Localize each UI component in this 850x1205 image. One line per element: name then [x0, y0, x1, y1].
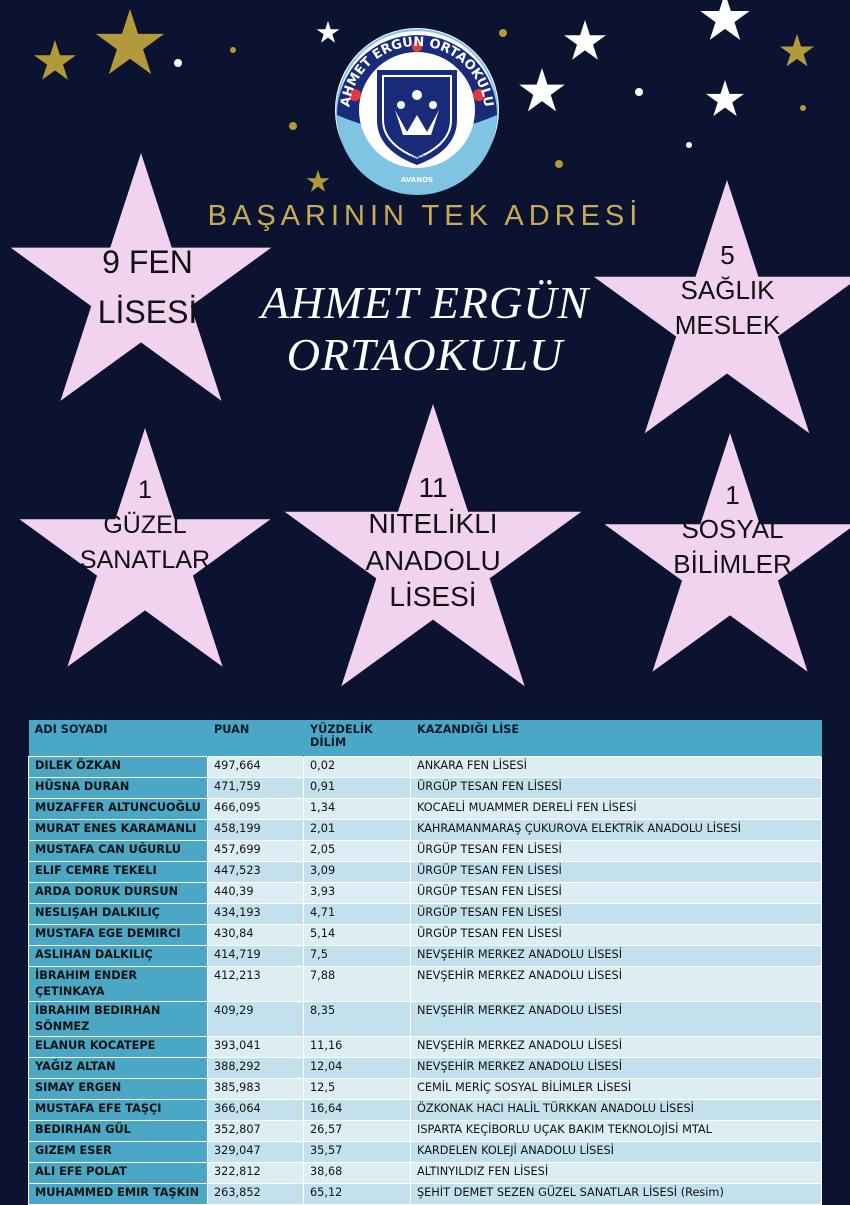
stat-line: BİLİMLER [673, 548, 792, 579]
student-name: ARDA DORUK DURSUN [29, 883, 208, 904]
student-score: 414,719 [208, 946, 304, 967]
student-name: MUSTAFA EFE TAŞÇI [29, 1100, 208, 1121]
student-name: MUHAMMED EMIR TAŞKIN [29, 1184, 208, 1205]
gold-star-icon [307, 170, 330, 192]
student-score: 393,041 [208, 1037, 304, 1058]
school-title-line2: ORTAOKULU [286, 329, 564, 380]
student-score: 412,213 [208, 967, 304, 1002]
table-row [29, 1100, 822, 1121]
table-row [29, 1142, 822, 1163]
stat-line: LİSESİ [389, 581, 477, 613]
student-school: NEVŞEHİR MERKEZ ANADOLU LİSESİ [411, 1037, 822, 1058]
table-row [29, 1058, 822, 1079]
student-name: MUSTAFA CAN UĞURLU [29, 841, 208, 862]
student-name: NESLIŞAH DALKILIÇ [29, 904, 208, 925]
student-school: ÜRGÜP TESAN FEN LİSESİ [411, 904, 822, 925]
stat-line: GÜZEL [103, 511, 187, 539]
student-percentile: 3,09 [304, 862, 411, 883]
student-school: KOCAELİ MUAMMER DERELİ FEN LİSESİ [411, 799, 822, 820]
student-score: 471,759 [208, 778, 304, 799]
stat-line: 5 [720, 240, 735, 270]
school-title-line1: AHMET ERGÜN [260, 277, 590, 328]
student-name: ASLIHAN DALKILIÇ [29, 946, 208, 967]
student-name: ELANUR KOCATEPE [29, 1037, 208, 1058]
student-percentile: 12,04 [304, 1058, 411, 1079]
stat-saglik [650, 238, 805, 343]
student-percentile: 38,68 [304, 1163, 411, 1184]
student-percentile: 26,57 [304, 1121, 411, 1142]
student-percentile: 35,57 [304, 1142, 411, 1163]
white-star-icon [706, 80, 744, 116]
stat-line: SAĞLIK [680, 275, 775, 306]
student-name: MURAT ENES KARAMANLI [29, 820, 208, 841]
table-body [29, 757, 822, 1205]
student-school: ALTINYILDIZ FEN LİSESİ [411, 1163, 822, 1184]
student-score: 458,199 [208, 820, 304, 841]
stat-line: SANATLAR [79, 546, 211, 574]
student-school: ÜRGÜP TESAN FEN LİSESİ [411, 862, 822, 883]
white-star-icon [564, 20, 606, 60]
stat-line: MESLEK [674, 310, 781, 341]
tagline: BAŞARININ TEK ADRESİ [207, 200, 643, 232]
header-score: PUAN [208, 720, 304, 757]
student-percentile: 2,05 [304, 841, 411, 862]
student-score: 263,852 [208, 1184, 304, 1205]
student-percentile: 5,14 [304, 925, 411, 946]
student-name: ELIF CEMRE TEKELI [29, 862, 208, 883]
student-name: İBRAHIM BEDIRHAN SÖNMEZ [29, 1002, 208, 1037]
white-star-icon [519, 68, 565, 111]
student-school: NEVŞEHİR MERKEZ ANADOLU LİSESİ [411, 1002, 822, 1037]
table-header-row [29, 720, 822, 757]
student-score: 329,047 [208, 1142, 304, 1163]
stat-line: 11 [418, 472, 448, 503]
student-score: 409,29 [208, 1002, 304, 1037]
student-percentile: 7,5 [304, 946, 411, 967]
table-row [29, 1079, 822, 1100]
stat-line: LİSESİ [97, 293, 198, 330]
table-row [29, 904, 822, 925]
table-row [29, 757, 822, 778]
student-school: ÜRGÜP TESAN FEN LİSESİ [411, 883, 822, 904]
table-row [29, 967, 822, 1002]
student-percentile: 1,34 [304, 799, 411, 820]
table-row [29, 1121, 822, 1142]
results-table [28, 720, 822, 1205]
gold-star-icon [96, 9, 164, 74]
student-name: BEDIRHAN GÜL [29, 1121, 208, 1142]
table-row [29, 778, 822, 799]
table-row [29, 841, 822, 862]
student-school: NEVŞEHİR MERKEZ ANADOLU LİSESİ [411, 967, 822, 1002]
student-score: 366,064 [208, 1100, 304, 1121]
student-school: ŞEHİT DEMET SEZEN GÜZEL SANATLAR LİSESİ (Resim) [411, 1184, 822, 1205]
student-percentile: 4,71 [304, 904, 411, 925]
student-score: 447,523 [208, 862, 304, 883]
student-school: ISPARTA KEÇİBORLU UÇAK BAKIM TEKNOLOJİSİ MTAL [411, 1121, 822, 1142]
student-score: 440,39 [208, 883, 304, 904]
logo-text-ring [335, 28, 499, 192]
student-score: 430,84 [208, 925, 304, 946]
student-name: SIMAY ERGEN [29, 1079, 208, 1100]
student-school: ANKARA FEN LİSESİ [411, 757, 822, 778]
student-score: 434,193 [208, 904, 304, 925]
stat-guzel-sanatlar [65, 473, 225, 578]
student-score: 388,292 [208, 1058, 304, 1079]
svg-text:AHMET ERGÜN ORTAOKULU [338, 34, 495, 108]
stat-line: NİTELİKLİ [368, 508, 498, 540]
stat-sosyal [660, 478, 805, 581]
table-row [29, 862, 822, 883]
stat-nitelikli [338, 470, 528, 616]
table-row [29, 925, 822, 946]
student-name: ALI EFE POLAT [29, 1163, 208, 1184]
header-school: KAZANDIĞI LİSE [411, 720, 822, 757]
table-row [29, 1037, 822, 1058]
school-title [240, 277, 610, 380]
table-row [29, 820, 822, 841]
logo-year: 1987 [409, 155, 425, 162]
gold-star-icon [780, 34, 814, 67]
student-name: YAĞIZ ALTAN [29, 1058, 208, 1079]
stat-line: ANADOLU [365, 544, 501, 576]
table-row [29, 883, 822, 904]
logo-town: AVANOS [400, 176, 434, 184]
stat-line: 9 FEN [102, 244, 193, 280]
stat-fen [60, 238, 235, 337]
table-row [29, 1163, 822, 1184]
student-percentile: 0,02 [304, 757, 411, 778]
student-score: 466,095 [208, 799, 304, 820]
student-percentile: 65,12 [304, 1184, 411, 1205]
student-percentile: 12,5 [304, 1079, 411, 1100]
student-name: DILEK ÖZKAN [29, 757, 208, 778]
student-school: ÖZKONAK HACI HALİL TÜRKKAN ANADOLU LİSESİ [411, 1100, 822, 1121]
white-star-icon [700, 0, 749, 40]
student-school: ÜRGÜP TESAN FEN LİSESİ [411, 778, 822, 799]
student-school: KAHRAMANMARAŞ ÇUKUROVA ELEKTRİK ANADOLU LİSESİ [411, 820, 822, 841]
student-school: CEMİL MERİÇ SOSYAL BİLİMLER LİSESİ [411, 1079, 822, 1100]
student-school: NEVŞEHİR MERKEZ ANADOLU LİSESİ [411, 1058, 822, 1079]
student-percentile: 7,88 [304, 967, 411, 1002]
student-name: GIZEM ESER [29, 1142, 208, 1163]
student-school: NEVŞEHİR MERKEZ ANADOLU LİSESİ [411, 946, 822, 967]
student-percentile: 0,91 [304, 778, 411, 799]
header-percentile: YÜZDELİK DİLİM [304, 720, 411, 757]
student-name: HÜSNA DURAN [29, 778, 208, 799]
header-name: ADI SOYADI [29, 720, 208, 757]
table-row [29, 799, 822, 820]
stat-line: 1 [138, 476, 152, 504]
student-school: ÜRGÜP TESAN FEN LİSESİ [411, 841, 822, 862]
student-score: 497,664 [208, 757, 304, 778]
student-percentile: 11,16 [304, 1037, 411, 1058]
student-score: 352,807 [208, 1121, 304, 1142]
table-row [29, 1184, 822, 1205]
student-percentile: 16,64 [304, 1100, 411, 1121]
student-score: 385,983 [208, 1079, 304, 1100]
student-name: MUSTAFA EGE DEMIRCI [29, 925, 208, 946]
stat-line: SOSYAL [681, 514, 784, 545]
student-score: 457,699 [208, 841, 304, 862]
stat-line: 1 [725, 480, 740, 510]
student-percentile: 2,01 [304, 820, 411, 841]
student-percentile: 8,35 [304, 1002, 411, 1037]
table-row [29, 946, 822, 967]
table-row [29, 1002, 822, 1037]
student-school: KARDELEN KOLEJİ ANADOLU LİSESİ [411, 1142, 822, 1163]
gold-star-icon [34, 40, 76, 80]
student-percentile: 3,93 [304, 883, 411, 904]
student-name: MUZAFFER ALTUNCUOĞLU [29, 799, 208, 820]
student-school: ÜRGÜP TESAN FEN LİSESİ [411, 925, 822, 946]
logo-ring-text: AHMET ERGÜN ORTAOKULU [338, 34, 496, 109]
student-name: İBRAHIM ENDER ÇETINKAYA [29, 967, 208, 1002]
student-score: 322,812 [208, 1163, 304, 1184]
